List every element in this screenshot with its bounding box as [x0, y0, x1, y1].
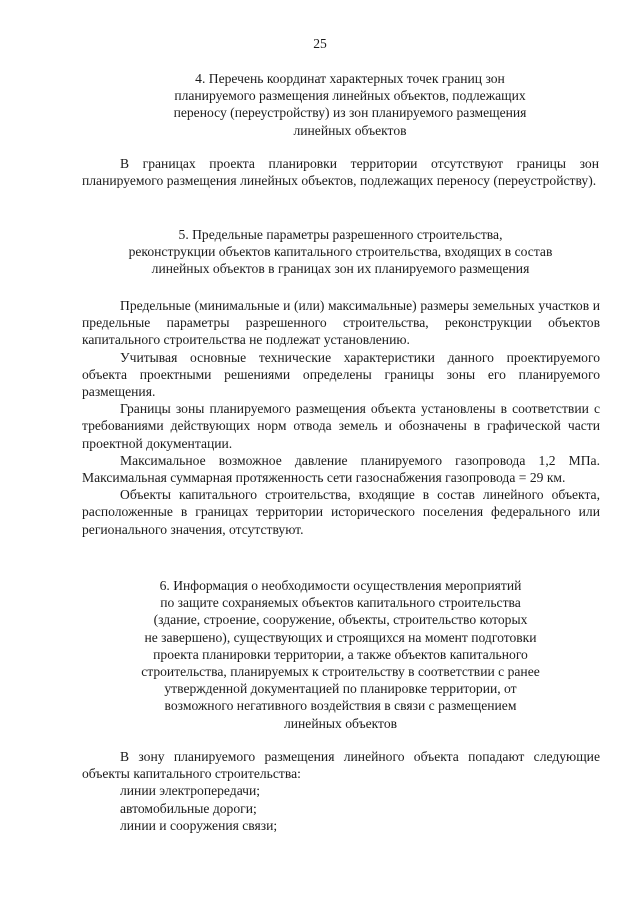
paragraph-technical-characteristics: Учитывая основные технические характеристики данного проектируемого объекта проектными решениями определены границы зоны его планируемого размещения.	[82, 349, 600, 400]
heading-line: не завершено), существующих и строящихся на момент подготовки	[144, 629, 537, 645]
heading-line: планируемого размещения линейных объектов, подлежащих	[174, 88, 526, 104]
heading-line: переносу (переустройству) из зон планируемого размещения	[173, 105, 527, 121]
page-number: 25	[313, 36, 327, 51]
heading-line: линейных объектов в границах зон их планируемого размещения	[151, 261, 530, 277]
list-item: линии электропередачи;	[120, 783, 261, 799]
heading-line: 6. Информация о необходимости осуществления мероприятий	[159, 578, 522, 593]
paragraph-gas-pressure: Максимальное возможное давление планируемого газопровода 1,2 МПа. Максимальная суммарная протяженность сети газоснабжения газопровода = 29 км.	[82, 452, 600, 486]
section-6-intro: В зону планируемого размещения линейного объекта попадают следующие объекты капитального строительства:	[82, 749, 600, 782]
heading-line: 4. Перечень координат характерных точек границ зон	[195, 71, 505, 86]
heading-line: 5. Предельные параметры разрешенного строительства,	[178, 227, 503, 242]
heading-line: утвержденной документацией по планировке территории, от	[164, 681, 517, 697]
section-6-body	[82, 748, 600, 834]
heading-line: (здание, строение, сооружение, объекты, строительство которых	[153, 612, 528, 628]
section-4-heading	[110, 70, 590, 139]
section-5-body	[82, 297, 600, 538]
list-item: автомобильные дороги;	[120, 800, 257, 816]
list-item: линии и сооружения связи;	[120, 817, 278, 833]
heading-line: линейных объектов	[283, 715, 398, 731]
heading-line: возможного негативного воздействия в связи с размещением	[164, 698, 517, 714]
heading-line: строительства, планируемых к строительству в соответствии с ранее	[141, 664, 540, 680]
heading-line: проекта планировки территории, а также объектов капитального	[153, 646, 528, 662]
heading-line: реконструкции объектов капитального строительства, входящих в состав	[128, 244, 553, 260]
section-5-heading	[82, 226, 599, 278]
paragraph-zone-boundaries: Границы зоны планируемого размещения объекта установлены в соответствии с требованиями действующих норм отвода земель и обозначены в графической части проектной документации.	[82, 401, 600, 451]
heading-line: линейных объектов	[293, 122, 407, 138]
paragraph-plot-sizes: Предельные (минимальные и (или) максимальные) размеры земельных участков и предельные параметры разрешенного строительства, реконструкции объектов капитального строительства не подлежат установлению.	[82, 298, 600, 348]
section-4-paragraph: В границах проекта планировки территории отсутствуют границы зон планируемого размещения линейных объектов, подлежащих переносу (переустройству).	[82, 156, 599, 189]
paragraph-historical-settlement: Объекты капитального строительства, входящие в состав линейного объекта, расположенные в границах территории исторического поселения федерального или регионального значения, отсутствуют.	[82, 487, 600, 537]
heading-line: по защите сохраняемых объектов капитального строительства	[160, 595, 521, 611]
section-6-heading	[82, 577, 599, 732]
